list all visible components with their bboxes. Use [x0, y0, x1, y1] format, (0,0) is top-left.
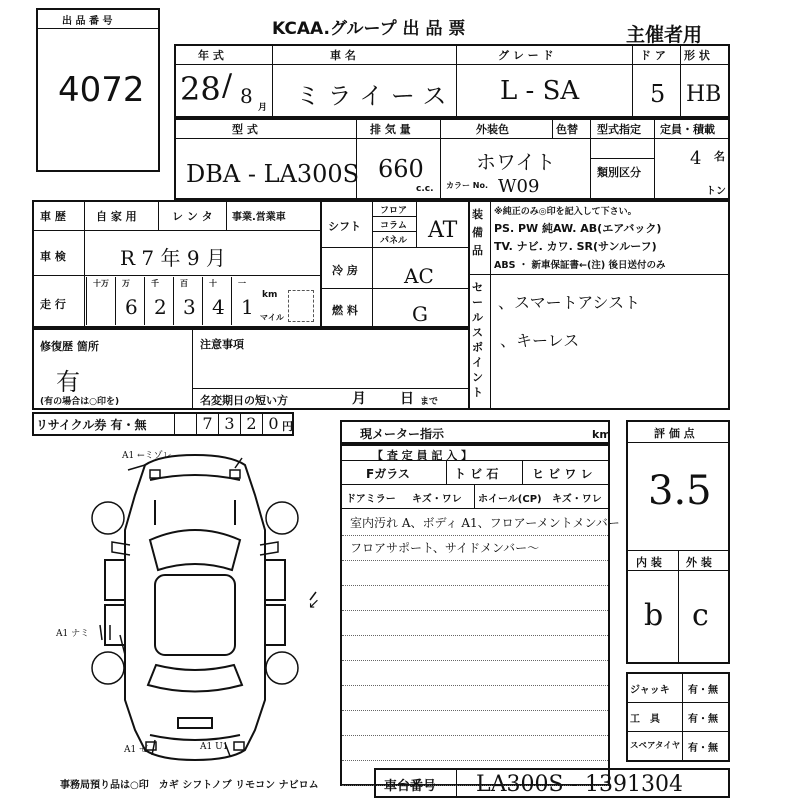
sales-line2: 、キーレス	[500, 331, 580, 350]
shift-value: AT	[428, 218, 458, 243]
mileage-digit-label: 百	[180, 279, 188, 288]
note-text: 室内汚れ A、ボディ A1、フロアーメントメンバー	[350, 516, 620, 530]
recycle-digit: 3	[218, 413, 240, 435]
note-line	[342, 610, 608, 611]
acc-label: 工 具	[630, 714, 660, 725]
private-label: 自 家 用	[96, 210, 137, 223]
color-change-label: 色替	[556, 123, 578, 136]
sales-label: セールスポイント	[472, 281, 483, 399]
sales-line1: 、スマートアシスト	[498, 293, 641, 312]
capacity-label: 定員・積載	[660, 123, 715, 136]
interior-value: b	[644, 598, 664, 633]
inspection-label: 車 検	[40, 250, 66, 263]
acc-value[interactable]: 有・無	[688, 743, 718, 754]
equip-label: 装 備 品	[472, 208, 483, 257]
wheel-label: ホイール(CP)	[478, 494, 542, 505]
acc-divider	[627, 702, 729, 703]
lot-number-value: 4072	[58, 70, 145, 110]
chassis-value: LA300S - 1391304	[476, 772, 683, 797]
capacity-unit: 名	[714, 150, 725, 163]
year-label: 年 式	[198, 49, 224, 62]
mileage-digit-label: 十	[209, 279, 217, 288]
mileage-digit-cell	[173, 277, 202, 325]
mark-left: A1 ナミ	[56, 629, 90, 639]
color-value: ホワイト	[476, 150, 556, 174]
caution-label: 注意事項	[200, 338, 244, 351]
model-label: 車 名	[330, 49, 356, 62]
note-line	[342, 685, 608, 686]
mark-bottom-left: A1 ゼ	[124, 745, 149, 755]
disp-value: 660	[378, 155, 424, 183]
note-line	[342, 760, 608, 761]
mileage-digit-cell	[231, 277, 260, 325]
recycle-digit: 0	[262, 413, 284, 435]
recycle-unit: 円	[282, 420, 293, 433]
grade-value: L - SA	[500, 76, 580, 106]
shift-label: シフト	[328, 220, 361, 233]
note-line	[342, 735, 608, 736]
mark-bottom-right: A1 U1	[200, 742, 229, 752]
equip-note: ※純正のみ◎印を記入して下さい。	[494, 207, 637, 217]
fuel-value: G	[412, 302, 428, 326]
mileage-digit-value: 4	[212, 295, 225, 319]
doors-value: 5	[650, 80, 666, 108]
color-no-label: カラー No.	[446, 181, 489, 190]
acc-column-divider	[682, 673, 683, 761]
car-diagram	[60, 440, 330, 780]
model-value: ミ ラ イ ー ス	[296, 82, 447, 110]
inspection-value: R 7 年 9 月	[120, 246, 226, 270]
month-suffix: 月	[258, 103, 268, 113]
header-role: 主催者用	[626, 24, 703, 46]
month-value: 8	[240, 84, 253, 108]
mileage-digit-label: 千	[151, 279, 159, 288]
chassis-label: 車台番号	[384, 779, 437, 794]
deadline-until: まで	[420, 397, 439, 407]
mirror-label: ドアミラー	[346, 494, 396, 505]
mileage-digit-value: 6	[125, 295, 138, 319]
deadline-day: 日	[400, 391, 414, 407]
lot-number-label: 出 品 番 号	[62, 16, 113, 27]
unit-checkbox[interactable]	[288, 290, 314, 322]
glass-opt2[interactable]: ヒ ビ ワ レ	[532, 467, 593, 481]
note-line	[342, 535, 608, 536]
note-line	[342, 710, 608, 711]
acc-value[interactable]: 有・無	[688, 685, 718, 696]
mark-top: A1 ←ミゾレ	[122, 451, 172, 461]
mileage-digit-cell	[144, 277, 173, 325]
mileage-digit-label: 一	[238, 279, 246, 288]
doors-label: ド ア	[640, 49, 666, 62]
note-line	[342, 560, 608, 561]
history-label: 車 歴	[40, 210, 66, 223]
mark-arrow: ↙	[308, 596, 320, 612]
inspector-title: 【 査 定 員 記 入 】	[372, 449, 472, 462]
acc-value[interactable]: 有・無	[688, 714, 718, 725]
recycle-digit: 2	[240, 413, 262, 435]
business-label: 事業.営業車	[232, 212, 286, 223]
color-label: 外装色	[476, 123, 509, 136]
cc-unit: c.c.	[416, 184, 434, 194]
rental-label: レ ン タ	[172, 210, 213, 223]
mileage-digit-cell	[202, 277, 231, 325]
deadline-month: 月	[352, 391, 366, 407]
capacity-value: 4	[690, 148, 702, 169]
exterior-label: 外 装	[686, 556, 712, 569]
acc-divider	[627, 731, 729, 732]
note-text: フロアサポート、サイドメンバー～	[350, 541, 540, 555]
recycle-digit	[174, 413, 196, 435]
wheel-opt[interactable]: キズ・ワレ	[552, 494, 602, 505]
color-no-value: W09	[498, 176, 540, 197]
shape-value: HB	[686, 82, 722, 107]
note-line	[342, 635, 608, 636]
type-label: 型 式	[232, 123, 258, 136]
grade-label: グ レ ー ド	[498, 49, 554, 62]
year-value: 28	[180, 70, 221, 108]
score-label: 評 価 点	[654, 427, 695, 440]
fuel-label: 燃 料	[332, 304, 358, 317]
glass-label: Fガラス	[366, 467, 410, 481]
repair-note: (有の場合は○印を)	[40, 397, 120, 407]
header-title: KCAA.グループ 出 品 票	[272, 19, 466, 39]
spec-label: 型式指定	[597, 123, 641, 136]
equip-line2: TV. ナビ. カワ. SR(サンルーフ)	[494, 240, 657, 253]
shape-label: 形 状	[684, 49, 710, 62]
mileage-digit-value: 1	[241, 295, 254, 319]
mileage-digit-label: 十万	[93, 279, 109, 288]
mile-unit: マイル	[260, 313, 284, 322]
mileage-digit-value: 3	[183, 295, 196, 319]
equip-line3: ABS ・ 新車保証書←(注) 後日送付のみ	[494, 260, 666, 271]
score-value: 3.5	[648, 468, 712, 514]
mileage-digit-value: 2	[154, 295, 167, 319]
equip-line1: PS. PW 純AW. AB(エアバック)	[494, 222, 662, 235]
ton-unit: トン	[706, 186, 726, 197]
acc-label: ジャッキ	[630, 685, 670, 696]
exterior-value: c	[692, 598, 709, 633]
repair-value: 有	[56, 368, 80, 396]
type-value: DBA - LA300S	[186, 160, 360, 188]
km-unit: km	[262, 290, 278, 300]
class-label: 類別区分	[597, 166, 641, 179]
office-note: 事務局預り品は○印 カギ シフトノブ リモコン ナビロム	[60, 780, 319, 791]
mileage-digit-cell	[86, 277, 115, 325]
mileage-label: 走 行	[40, 298, 66, 311]
repair-label: 修復歴 箇所	[40, 340, 99, 353]
mileage-digit-cell	[115, 277, 144, 325]
shift-opt-column: コラム	[380, 221, 407, 231]
recycle-digit: 7	[196, 413, 218, 435]
disp-label: 排 気 量	[370, 123, 411, 136]
recycle-label: リサイクル券 有・無	[36, 418, 147, 432]
meter-unit: km	[592, 428, 611, 441]
note-line	[342, 585, 608, 586]
glass-opt1[interactable]: ト ビ 石	[454, 467, 499, 481]
note-line	[342, 660, 608, 661]
shift-opt-panel: パネル	[380, 236, 408, 246]
shift-opt-floor: フロア	[380, 206, 408, 216]
acc-label: スペアタイヤ	[630, 741, 681, 751]
interior-label: 内 装	[636, 556, 662, 569]
ac-label: 冷 房	[332, 264, 358, 277]
ac-value: AC	[404, 264, 434, 288]
deadline-label: 名変期日の短い方	[200, 394, 288, 407]
meter-label: 現メーター指示	[360, 427, 445, 441]
mileage-digit-label: 万	[122, 279, 130, 288]
mirror-opt[interactable]: キズ・ワレ	[412, 494, 462, 505]
